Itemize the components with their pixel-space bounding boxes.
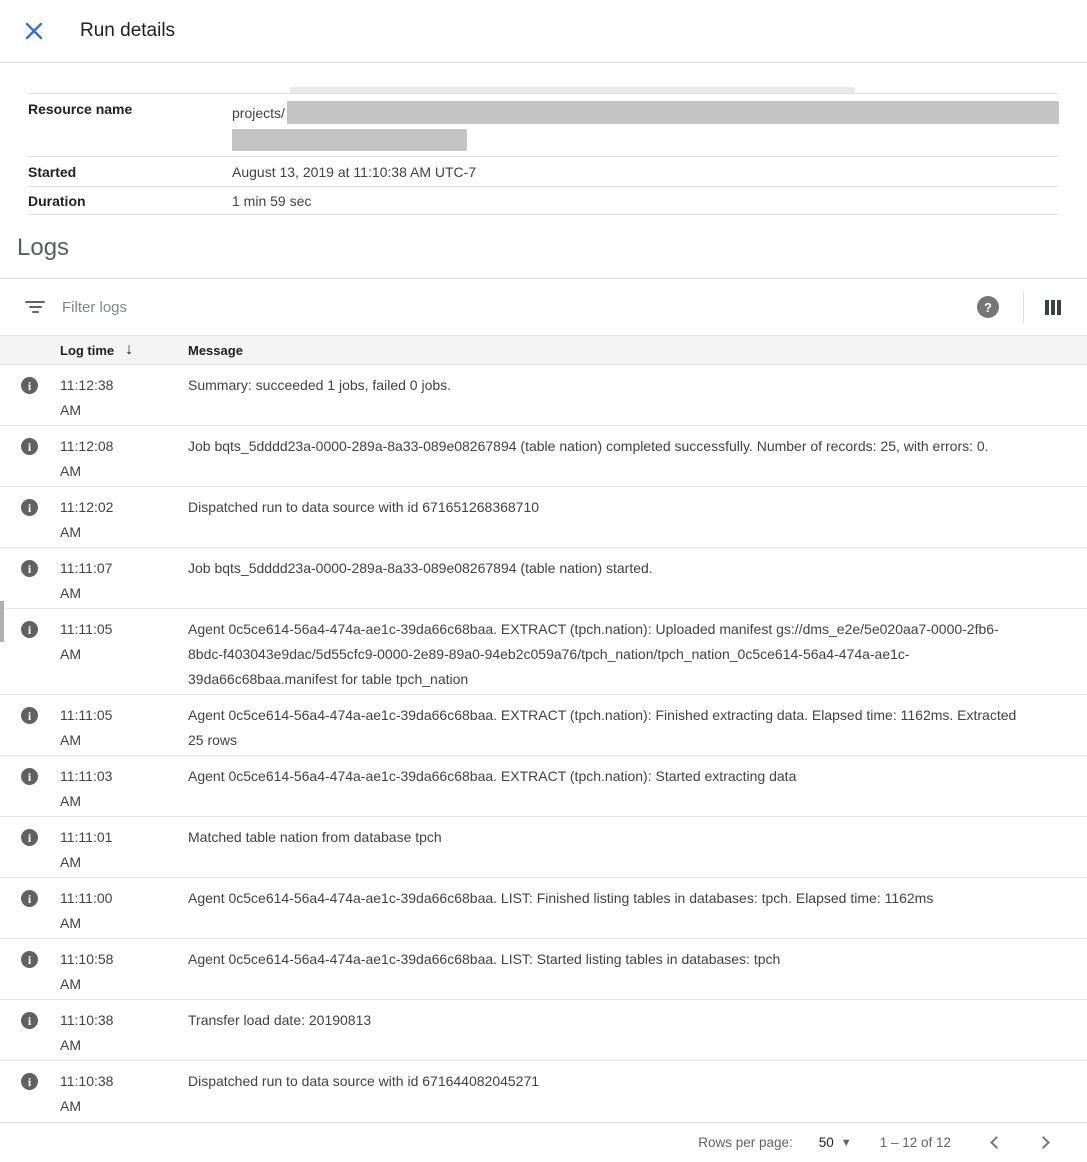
log-time-meridiem: AM <box>60 463 81 479</box>
detail-label: Started <box>28 164 77 180</box>
log-time-cell <box>60 1069 188 1120</box>
page-range: 1 – 12 of 12 <box>879 1135 951 1150</box>
info-icon: i <box>21 438 38 455</box>
detail-value <box>232 94 1059 156</box>
table-row[interactable] <box>0 487 1087 548</box>
log-table-body <box>0 365 1087 1122</box>
detail-row-resource-name <box>28 93 1059 156</box>
pagination-bar <box>0 1122 1087 1162</box>
table-row[interactable] <box>0 939 1087 1000</box>
close-button[interactable] <box>24 21 44 41</box>
log-time-cell <box>60 617 188 692</box>
log-time-cell <box>60 886 188 936</box>
sort-descending-icon: ↓ <box>125 341 134 358</box>
log-time: 11:12:08 <box>60 438 114 454</box>
log-time: 11:10:58 <box>60 951 114 967</box>
info-icon: i <box>21 1012 38 1029</box>
log-time-meridiem: AM <box>60 585 81 601</box>
detail-value: August 13, 2019 at 11:10:38 AM UTC-7 <box>232 164 477 180</box>
details-table <box>28 93 1059 215</box>
log-time-label: Log time <box>60 342 115 358</box>
run-details-section <box>28 63 1059 215</box>
logs-section-header <box>0 215 1087 279</box>
log-time-meridiem: AM <box>60 524 81 540</box>
columns-icon <box>1045 300 1061 315</box>
dropdown-caret-icon: ▼ <box>840 1136 852 1149</box>
log-time: 11:12:38 <box>60 377 114 393</box>
run-details-header <box>0 0 1087 63</box>
log-message: Summary: succeeded 1 jobs, failed 0 jobs. <box>188 377 452 393</box>
column-display-options-button[interactable] <box>1041 296 1065 319</box>
log-time-cell <box>60 1008 188 1058</box>
rows-per-page-value: 50 <box>818 1135 834 1150</box>
log-message: Transfer load date: 20190813 <box>188 1012 372 1028</box>
resource-name-prefix: projects/ <box>232 104 285 121</box>
help-icon: ? <box>984 299 992 315</box>
log-message: Dispatched run to data source with id 671651268368710 <box>188 499 540 515</box>
table-row[interactable] <box>0 609 1087 695</box>
log-time-cell <box>60 703 188 753</box>
log-time-cell <box>60 764 188 814</box>
log-time: 11:12:02 <box>60 499 114 515</box>
log-time-meridiem: AM <box>60 854 81 870</box>
info-icon: i <box>21 829 38 846</box>
detail-row-duration <box>28 186 1059 214</box>
log-time: 11:11:01 <box>60 829 113 845</box>
redacted-value-partial <box>290 87 855 93</box>
chevron-left-icon <box>990 1136 1003 1149</box>
log-table-header <box>0 335 1087 365</box>
next-page-button[interactable] <box>1033 1131 1057 1155</box>
log-message: Agent 0c5ce614-56a4-474a-ae1c-39da66c68baa. EXTRACT (tpch.nation): Finished extracting data. Elapsed time: 1162ms. Extracted 25 rows <box>188 707 1017 748</box>
log-time-cell <box>60 825 188 875</box>
table-row[interactable] <box>0 1061 1087 1122</box>
rows-per-page-select[interactable] <box>819 1135 852 1150</box>
log-time-cell <box>60 495 188 545</box>
table-row[interactable] <box>0 365 1087 426</box>
log-message: Agent 0c5ce614-56a4-474a-ae1c-39da66c68baa. EXTRACT (tpch.nation): Started extracting data <box>188 768 797 784</box>
log-time: 11:11:05 <box>60 621 113 637</box>
log-time-cell <box>60 947 188 997</box>
table-row[interactable] <box>0 548 1087 609</box>
info-icon: i <box>21 890 38 907</box>
rows-per-page-label: Rows per page: <box>698 1135 793 1150</box>
info-icon: i <box>21 499 38 516</box>
log-message: Matched table nation from database tpch <box>188 829 442 845</box>
info-icon: i <box>21 768 38 785</box>
filter-logs-input[interactable] <box>62 299 977 316</box>
logs-filter-bar <box>0 279 1087 335</box>
previous-page-button[interactable] <box>983 1131 1007 1155</box>
help-button[interactable] <box>977 296 999 318</box>
log-time: 11:10:38 <box>60 1073 114 1089</box>
detail-label: Resource name <box>28 101 133 117</box>
log-time-cell <box>60 373 188 423</box>
log-message: Dispatched run to data source with id 671644082045271 <box>188 1073 540 1089</box>
close-icon <box>25 22 43 40</box>
table-row[interactable] <box>0 426 1087 487</box>
detail-row-started <box>28 156 1059 186</box>
redacted-block <box>287 101 1059 124</box>
info-icon: i <box>21 377 38 394</box>
log-time-cell <box>60 556 188 606</box>
log-time: 11:11:00 <box>60 890 113 906</box>
log-time-meridiem: AM <box>60 1098 81 1114</box>
detail-value: 1 min 59 sec <box>232 193 312 209</box>
log-message: Job bqts_5dddd23a-0000-289a-8a33-089e08267894 (table nation) completed successfully. Number of records: 25, with errors: 0. <box>188 438 989 454</box>
log-time-cell <box>60 434 188 484</box>
column-header-log-time[interactable] <box>60 341 188 359</box>
chevron-right-icon <box>1037 1136 1050 1149</box>
scrollbar-thumb[interactable] <box>0 601 4 642</box>
table-row[interactable] <box>0 878 1087 939</box>
log-time-meridiem: AM <box>60 976 81 992</box>
column-header-message: Message <box>188 342 243 358</box>
info-icon: i <box>21 707 38 724</box>
log-message: Agent 0c5ce614-56a4-474a-ae1c-39da66c68baa. LIST: Started listing tables in databases: tpch <box>188 951 781 967</box>
log-time-meridiem: AM <box>60 793 81 809</box>
toolbar-divider <box>1023 291 1024 323</box>
log-time-meridiem: AM <box>60 1037 81 1053</box>
info-icon: i <box>21 951 38 968</box>
detail-label: Duration <box>28 193 86 209</box>
table-row[interactable] <box>0 756 1087 817</box>
log-time: 11:10:38 <box>60 1012 114 1028</box>
log-time-meridiem: AM <box>60 732 81 748</box>
info-icon: i <box>21 621 38 638</box>
info-icon: i <box>21 1073 38 1090</box>
log-time-meridiem: AM <box>60 646 81 662</box>
log-time-meridiem: AM <box>60 402 81 418</box>
log-message: Agent 0c5ce614-56a4-474a-ae1c-39da66c68baa. EXTRACT (tpch.nation): Uploaded manifest gs://dms_e2e/5e020aa7-0000-2fb6-8bdc-f403043e9dac/5d55cfc9-0000-2e89-89a0-94eb2c059a76/tpch_nation/tpch_nation_0c5ce614-56a4-474a-ae1c-39da66c68baa.manifest for table tpch_nation <box>188 621 999 687</box>
log-time: 11:11:05 <box>60 707 113 723</box>
log-message: Job bqts_5dddd23a-0000-289a-8a33-089e08267894 (table nation) started. <box>188 560 653 576</box>
log-time: 11:11:03 <box>60 768 113 784</box>
redacted-block <box>232 129 467 151</box>
filter-icon <box>25 301 45 313</box>
log-message: Agent 0c5ce614-56a4-474a-ae1c-39da66c68baa. LIST: Finished listing tables in databases: tpch. Elapsed time: 1162ms <box>188 890 934 906</box>
page-title: Run details <box>80 20 176 41</box>
table-row[interactable] <box>0 817 1087 878</box>
logs-heading: Logs <box>17 234 70 261</box>
table-row[interactable] <box>0 695 1087 756</box>
info-icon: i <box>21 560 38 577</box>
log-time-meridiem: AM <box>60 915 81 931</box>
table-row[interactable] <box>0 1000 1087 1061</box>
log-time: 11:11:07 <box>60 560 113 576</box>
